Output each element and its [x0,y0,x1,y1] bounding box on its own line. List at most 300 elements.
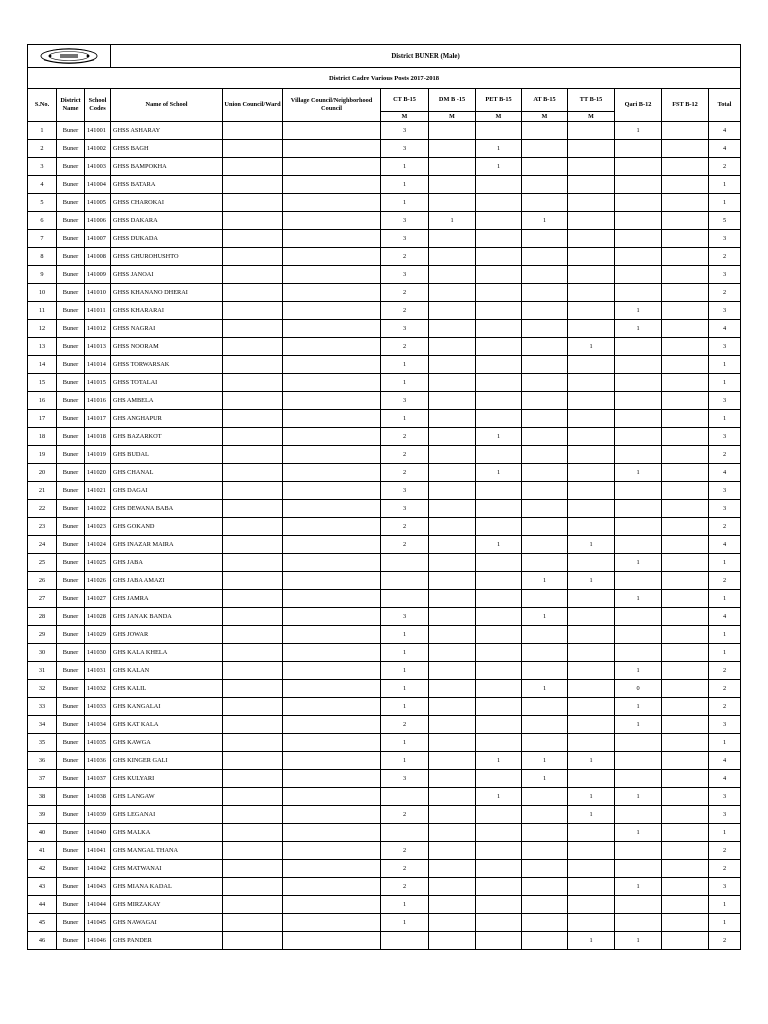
cell-union-council [223,338,283,356]
cell-district: Buner [57,878,85,896]
table-row [28,662,741,680]
cell-village-council [283,806,381,824]
cell-village-council [283,392,381,410]
cell-at [522,824,568,842]
cell-at [522,446,568,464]
cell-dm [429,878,476,896]
cell-pet: 1 [476,788,522,806]
cell-union-council [223,824,283,842]
cell-district: Buner [57,464,85,482]
cell-village-council [283,446,381,464]
cell-fst [662,662,709,680]
cell-dm [429,194,476,212]
cell-union-council [223,716,283,734]
cell-union-council [223,572,283,590]
cell-fst [662,194,709,212]
cell-dm [429,266,476,284]
cell-at [522,518,568,536]
cell-school-code: 141017 [85,410,111,428]
cell-school-name: GHS MATWANAI [111,860,223,878]
cell-tt [568,500,615,518]
table-row [28,518,741,536]
cell-union-council [223,410,283,428]
col-header-at: AT B-15 [522,89,568,112]
table-row [28,392,741,410]
cell-district: Buner [57,140,85,158]
cell-fst [662,644,709,662]
cell-school-name: GHSS CHAROKAI [111,194,223,212]
cell-school-code: 141031 [85,662,111,680]
cell-tt [568,842,615,860]
table-row [28,320,741,338]
sheet-title: District BUNER (Male) [111,45,741,68]
cell-dm [429,770,476,788]
cell-pet [476,248,522,266]
cell-district: Buner [57,842,85,860]
table-body [28,122,741,950]
cell-ct: 2 [381,338,429,356]
cell-village-council [283,518,381,536]
cell-school-code: 141002 [85,140,111,158]
cell-at [522,410,568,428]
table-row [28,194,741,212]
cell-pet [476,734,522,752]
cell-sno: 44 [28,896,57,914]
cell-sno: 2 [28,140,57,158]
cell-village-council [283,338,381,356]
cell-union-council [223,356,283,374]
cell-at [522,176,568,194]
cell-district: Buner [57,230,85,248]
cell-at [522,914,568,932]
cell-district: Buner [57,446,85,464]
cell-district: Buner [57,752,85,770]
cell-fst [662,464,709,482]
cell-at [522,464,568,482]
cell-dm [429,428,476,446]
table-row [28,230,741,248]
cell-school-code: 141001 [85,122,111,140]
cell-school-code: 141041 [85,842,111,860]
cell-tt [568,554,615,572]
cell-qari [615,518,662,536]
cell-at [522,806,568,824]
cell-sno: 12 [28,320,57,338]
cell-village-council [283,284,381,302]
cell-ct [381,788,429,806]
cell-school-name: GHSS KHANANO DHERAI [111,284,223,302]
cell-pet [476,860,522,878]
cell-at [522,734,568,752]
cell-sno: 17 [28,410,57,428]
cell-district: Buner [57,212,85,230]
cell-village-council [283,428,381,446]
cell-union-council [223,320,283,338]
cell-fst [662,896,709,914]
cell-school-name: GHSS BAGH [111,140,223,158]
cell-sno: 1 [28,122,57,140]
cell-pet [476,266,522,284]
cell-ct: 1 [381,176,429,194]
cell-fst [662,608,709,626]
col-header-total: Total [709,89,741,122]
cell-school-name: GHS ANGHAPUR [111,410,223,428]
cell-qari [615,194,662,212]
cell-total: 1 [709,824,741,842]
col-header-code: School Codes [85,89,111,122]
cell-fst [662,410,709,428]
cell-fst [662,374,709,392]
cell-total: 4 [709,536,741,554]
cell-tt [568,122,615,140]
cell-village-council [283,140,381,158]
col-header-ct: CT B-15 [381,89,429,112]
cell-tt [568,446,615,464]
cell-school-name: GHSS TORWARSAK [111,356,223,374]
cell-total: 3 [709,302,741,320]
table-row [28,482,741,500]
cell-at [522,158,568,176]
cell-total: 2 [709,446,741,464]
cell-union-council [223,878,283,896]
cell-union-council [223,752,283,770]
cell-ct: 3 [381,122,429,140]
cell-school-code: 141015 [85,374,111,392]
cell-qari [615,572,662,590]
cell-district: Buner [57,554,85,572]
cell-village-council [283,716,381,734]
table-row [28,914,741,932]
cell-at [522,140,568,158]
cell-school-name: GHSS DAKARA [111,212,223,230]
cell-ct: 1 [381,626,429,644]
cell-qari [615,896,662,914]
cell-ct: 3 [381,500,429,518]
cell-at [522,932,568,950]
cell-school-code: 141025 [85,554,111,572]
cell-qari: 1 [615,878,662,896]
cell-dm: 1 [429,212,476,230]
cell-sno: 11 [28,302,57,320]
cell-total: 4 [709,770,741,788]
cell-dm [429,662,476,680]
cell-total: 4 [709,464,741,482]
cell-at [522,896,568,914]
cell-fst [662,932,709,950]
cell-tt [568,896,615,914]
posts-table [27,44,741,950]
cell-fst [662,446,709,464]
cell-dm [429,248,476,266]
cell-ct: 1 [381,662,429,680]
cell-fst [662,266,709,284]
cell-total: 4 [709,320,741,338]
cell-sno: 10 [28,284,57,302]
gender-mark-tt: M [568,112,615,122]
cell-pet [476,662,522,680]
cell-union-council [223,374,283,392]
cell-village-council [283,752,381,770]
cell-school-name: GHS KANGALAI [111,698,223,716]
cell-sno: 27 [28,590,57,608]
cell-ct: 1 [381,194,429,212]
cell-pet [476,842,522,860]
cell-sno: 26 [28,572,57,590]
cell-fst [662,770,709,788]
cell-qari: 1 [615,716,662,734]
cell-qari [615,734,662,752]
cell-sno: 30 [28,644,57,662]
cell-qari [615,842,662,860]
cell-qari [615,374,662,392]
cell-total: 3 [709,878,741,896]
cell-total: 5 [709,212,741,230]
cell-fst [662,572,709,590]
cell-pet [476,824,522,842]
cell-pet [476,554,522,572]
cell-village-council [283,500,381,518]
cell-village-council [283,878,381,896]
cell-at [522,590,568,608]
cell-school-name: GHS KAT KALA [111,716,223,734]
cell-sno: 18 [28,428,57,446]
cell-at [522,716,568,734]
cell-village-council [283,626,381,644]
cell-village-council [283,554,381,572]
cell-pet: 1 [476,464,522,482]
table-row [28,788,741,806]
cell-dm [429,176,476,194]
cell-dm [429,374,476,392]
cell-district: Buner [57,644,85,662]
cell-union-council [223,302,283,320]
cell-total: 2 [709,518,741,536]
cell-at [522,626,568,644]
cell-sno: 36 [28,752,57,770]
cell-total: 2 [709,248,741,266]
cell-sno: 14 [28,356,57,374]
cell-qari: 1 [615,590,662,608]
cell-school-code: 141022 [85,500,111,518]
cell-fst [662,248,709,266]
cell-ct: 1 [381,752,429,770]
cell-village-council [283,788,381,806]
cell-school-code: 141029 [85,626,111,644]
cell-union-council [223,554,283,572]
cell-union-council [223,140,283,158]
cell-qari [615,644,662,662]
cell-school-name: GHS KULYARI [111,770,223,788]
cell-ct: 3 [381,392,429,410]
cell-union-council [223,428,283,446]
cell-school-code: 141021 [85,482,111,500]
table-row [28,824,741,842]
cell-school-name: GHS JABA AMAZI [111,572,223,590]
cell-pet [476,698,522,716]
cell-school-name: GHS KALA KHELA [111,644,223,662]
cell-tt [568,860,615,878]
cell-school-name: GHS KAWGA [111,734,223,752]
cell-sno: 16 [28,392,57,410]
cell-pet [476,680,522,698]
cell-ct: 2 [381,464,429,482]
table-row [28,284,741,302]
cell-school-code: 141035 [85,734,111,752]
cell-pet: 1 [476,140,522,158]
cell-dm [429,590,476,608]
cell-school-name: GHS KALAN [111,662,223,680]
cell-ct: 2 [381,518,429,536]
cell-union-council [223,644,283,662]
cell-qari [615,176,662,194]
cell-qari: 1 [615,788,662,806]
cell-dm [429,554,476,572]
cell-total: 4 [709,752,741,770]
cell-school-code: 141012 [85,320,111,338]
cell-village-council [283,482,381,500]
cell-dm [429,320,476,338]
cell-school-name: GHS MIANA KADAL [111,878,223,896]
table-row [28,302,741,320]
cell-pet [476,518,522,536]
table-row [28,446,741,464]
cell-total: 1 [709,356,741,374]
cell-at: 1 [522,680,568,698]
cell-fst [662,392,709,410]
cell-pet [476,446,522,464]
cell-district: Buner [57,734,85,752]
cell-total: 1 [709,896,741,914]
cell-at [522,284,568,302]
cell-tt [568,644,615,662]
cell-district: Buner [57,770,85,788]
cell-ct: 2 [381,302,429,320]
cell-pet [476,626,522,644]
cell-at [522,878,568,896]
table-row [28,608,741,626]
cell-district: Buner [57,860,85,878]
cell-pet [476,320,522,338]
cell-total: 2 [709,284,741,302]
cell-school-name: GHS LEGANAI [111,806,223,824]
gender-mark-dm: M [429,112,476,122]
cell-school-code: 141044 [85,896,111,914]
cell-dm [429,158,476,176]
cell-at [522,644,568,662]
cell-union-council [223,536,283,554]
cell-total: 1 [709,410,741,428]
cell-tt [568,914,615,932]
cell-tt [568,230,615,248]
cell-at: 1 [522,572,568,590]
table-row [28,770,741,788]
cell-at: 1 [522,212,568,230]
cell-fst [662,860,709,878]
cell-union-council [223,734,283,752]
col-header-tt: TT B-15 [568,89,615,112]
cell-pet [476,338,522,356]
cell-union-council [223,266,283,284]
cell-district: Buner [57,284,85,302]
cell-union-council [223,446,283,464]
cell-ct [381,572,429,590]
cell-village-council [283,176,381,194]
cell-village-council [283,158,381,176]
cell-union-council [223,194,283,212]
cell-total: 2 [709,572,741,590]
cell-total: 1 [709,194,741,212]
cell-village-council [283,644,381,662]
cell-fst [662,752,709,770]
cell-at [522,122,568,140]
cell-pet [476,914,522,932]
table-row [28,932,741,950]
cell-at [522,392,568,410]
cell-school-code: 141009 [85,266,111,284]
sheet-subtitle: District Cadre Various Posts 2017-2018 [28,68,741,89]
cell-school-code: 141046 [85,932,111,950]
cell-school-name: GHS INAZAR MAIRA [111,536,223,554]
cell-qari: 1 [615,662,662,680]
cell-fst [662,806,709,824]
cell-total: 4 [709,122,741,140]
table-row [28,680,741,698]
col-header-fst: FST B-12 [662,89,709,122]
cell-sno: 22 [28,500,57,518]
cell-qari [615,392,662,410]
table-row [28,842,741,860]
cell-village-council [283,302,381,320]
cell-school-code: 141045 [85,914,111,932]
cell-village-council [283,842,381,860]
cell-sno: 23 [28,518,57,536]
cell-district: Buner [57,374,85,392]
table-row [28,626,741,644]
cell-pet [476,590,522,608]
cell-district: Buner [57,662,85,680]
table-row [28,644,741,662]
cell-fst [662,734,709,752]
cell-sno: 42 [28,860,57,878]
cell-dm [429,338,476,356]
cell-total: 1 [709,626,741,644]
cell-total: 3 [709,230,741,248]
cell-qari [615,428,662,446]
cell-qari [615,212,662,230]
cell-school-name: GHS LANGAW [111,788,223,806]
cell-district: Buner [57,338,85,356]
cell-village-council [283,590,381,608]
cell-pet [476,212,522,230]
cell-dm [429,608,476,626]
cell-at: 1 [522,752,568,770]
cell-qari [615,500,662,518]
cell-school-name: GHS JANAK BANDA [111,608,223,626]
cell-village-council [283,860,381,878]
cell-qari [615,608,662,626]
cell-at [522,338,568,356]
staffing-sheet [27,44,740,950]
cell-fst [662,680,709,698]
cell-qari: 0 [615,680,662,698]
cell-sno: 31 [28,662,57,680]
cell-district: Buner [57,788,85,806]
cell-village-council [283,680,381,698]
cell-union-council [223,662,283,680]
cell-tt [568,662,615,680]
cell-district: Buner [57,482,85,500]
cell-sno: 25 [28,554,57,572]
